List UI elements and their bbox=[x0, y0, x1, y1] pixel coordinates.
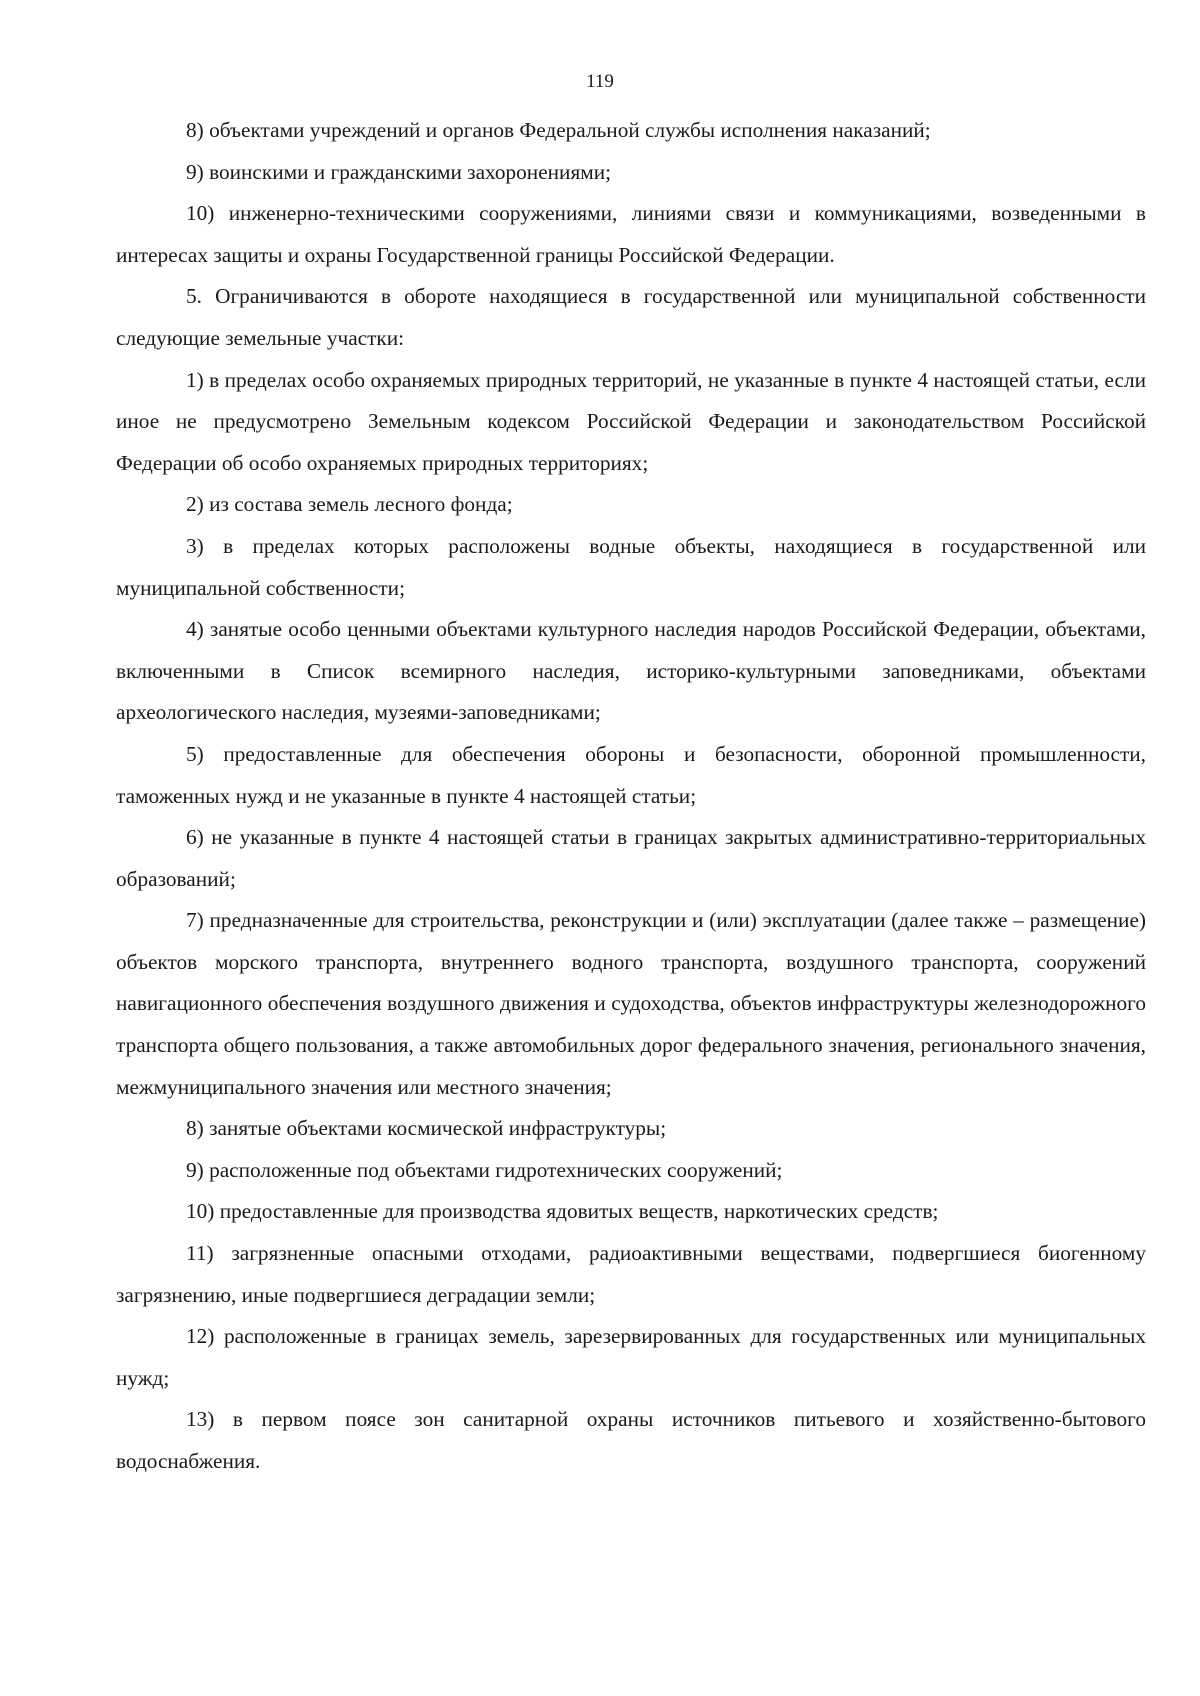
document-body bbox=[116, 110, 1146, 1483]
paragraph-item-9-hydrotechnical: 9) расположенные под объектами гидротехнических сооружений; bbox=[186, 1157, 783, 1182]
paragraph-item-8-space-infrastructure: 8) занятые объектами космической инфраструктуры; bbox=[186, 1116, 667, 1141]
paragraph-item-8-penal-service: 8) объектами учреждений и органов Федеральной службы исполнения наказаний; bbox=[186, 118, 931, 142]
paragraph-item-13-sanitary-zones: 13) в первом поясе зон санитарной охраны источников питьевого и хозяйственно-бытового водоснабжения. bbox=[116, 1407, 1146, 1473]
paragraph-section-5-restricted-lands: 5. Ограничиваются в обороте находящиеся в государственной или муниципальной собственности следующие земельные участки: bbox=[116, 284, 1146, 350]
paragraph-item-6-closed-territories: 6) не указанные в пункте 4 настоящей статьи в границах закрытых административно-территориальных образований; bbox=[116, 825, 1146, 891]
paragraph-item-7-transport: 7) предназначенные для строительства, реконструкции и (или) эксплуатации (далее также – размещение) объектов морского транспорта, внутреннего водного транспорта, воздушного транспорта, сооружений навигационного обеспечения воздушного движения и судоходства, объектов инфраструктуры железнодорожного транспорта общего пользования, а также автомобильных дорог федерального значения, регионального значения, межмуниципального значения или местного значения; bbox=[116, 908, 1146, 1099]
paragraph-item-10-border-structures: 10) инженерно-техническими сооружениями, линиями связи и коммуникациями, возведенными в интересах защиты и охраны Государственной границы Российской Федерации. bbox=[116, 201, 1146, 267]
paragraph-item-3-water-objects: 3) в пределах которых расположены водные объекты, находящиеся в государственной или муниципальной собственности; bbox=[116, 533, 1146, 600]
paragraph-item-12-reserved-lands: 12) расположенные в границах земель, зарезервированных для государственных или муниципальных нужд; bbox=[116, 1324, 1146, 1390]
paragraph-item-2-forest-fund: 2) из состава земель лесного фонда; bbox=[186, 492, 513, 517]
paragraph-item-11-contaminated: 11) загрязненные опасными отходами, радиоактивными веществами, подвергшиеся биогенному загрязнению, иные подвергшиеся деградации земли; bbox=[116, 1241, 1146, 1307]
paragraph-item-4-cultural-heritage: 4) занятые особо ценными объектами культурного наследия народов Российской Федерации, объектами, включенными в Список всемирного наследия, историко-культурными заповедниками, объектами археологического наследия, музеями-заповедниками; bbox=[116, 617, 1146, 725]
paragraph-item-1-protected-territories: 1) в пределах особо охраняемых природных территорий, не указанные в пункте 4 настоящей статьи, если иное не предусмотрено Земельным кодексом Российской Федерации и законодательством Российской Федерации об особо охраняемых природных территориях; bbox=[116, 367, 1146, 475]
paragraph-item-5-defense: 5) предоставленные для обеспечения обороны и безопасности, оборонной промышленности, таможенных нужд и не указанные в пункте 4 настоящей статьи; bbox=[116, 741, 1146, 808]
paragraph-item-10-toxic-production: 10) предоставленные для производства ядовитых веществ, наркотических средств; bbox=[186, 1199, 939, 1224]
page-number: 119 bbox=[586, 71, 614, 92]
paragraph-item-9-burials: 9) воинскими и гражданскими захоронениями; bbox=[186, 159, 612, 184]
